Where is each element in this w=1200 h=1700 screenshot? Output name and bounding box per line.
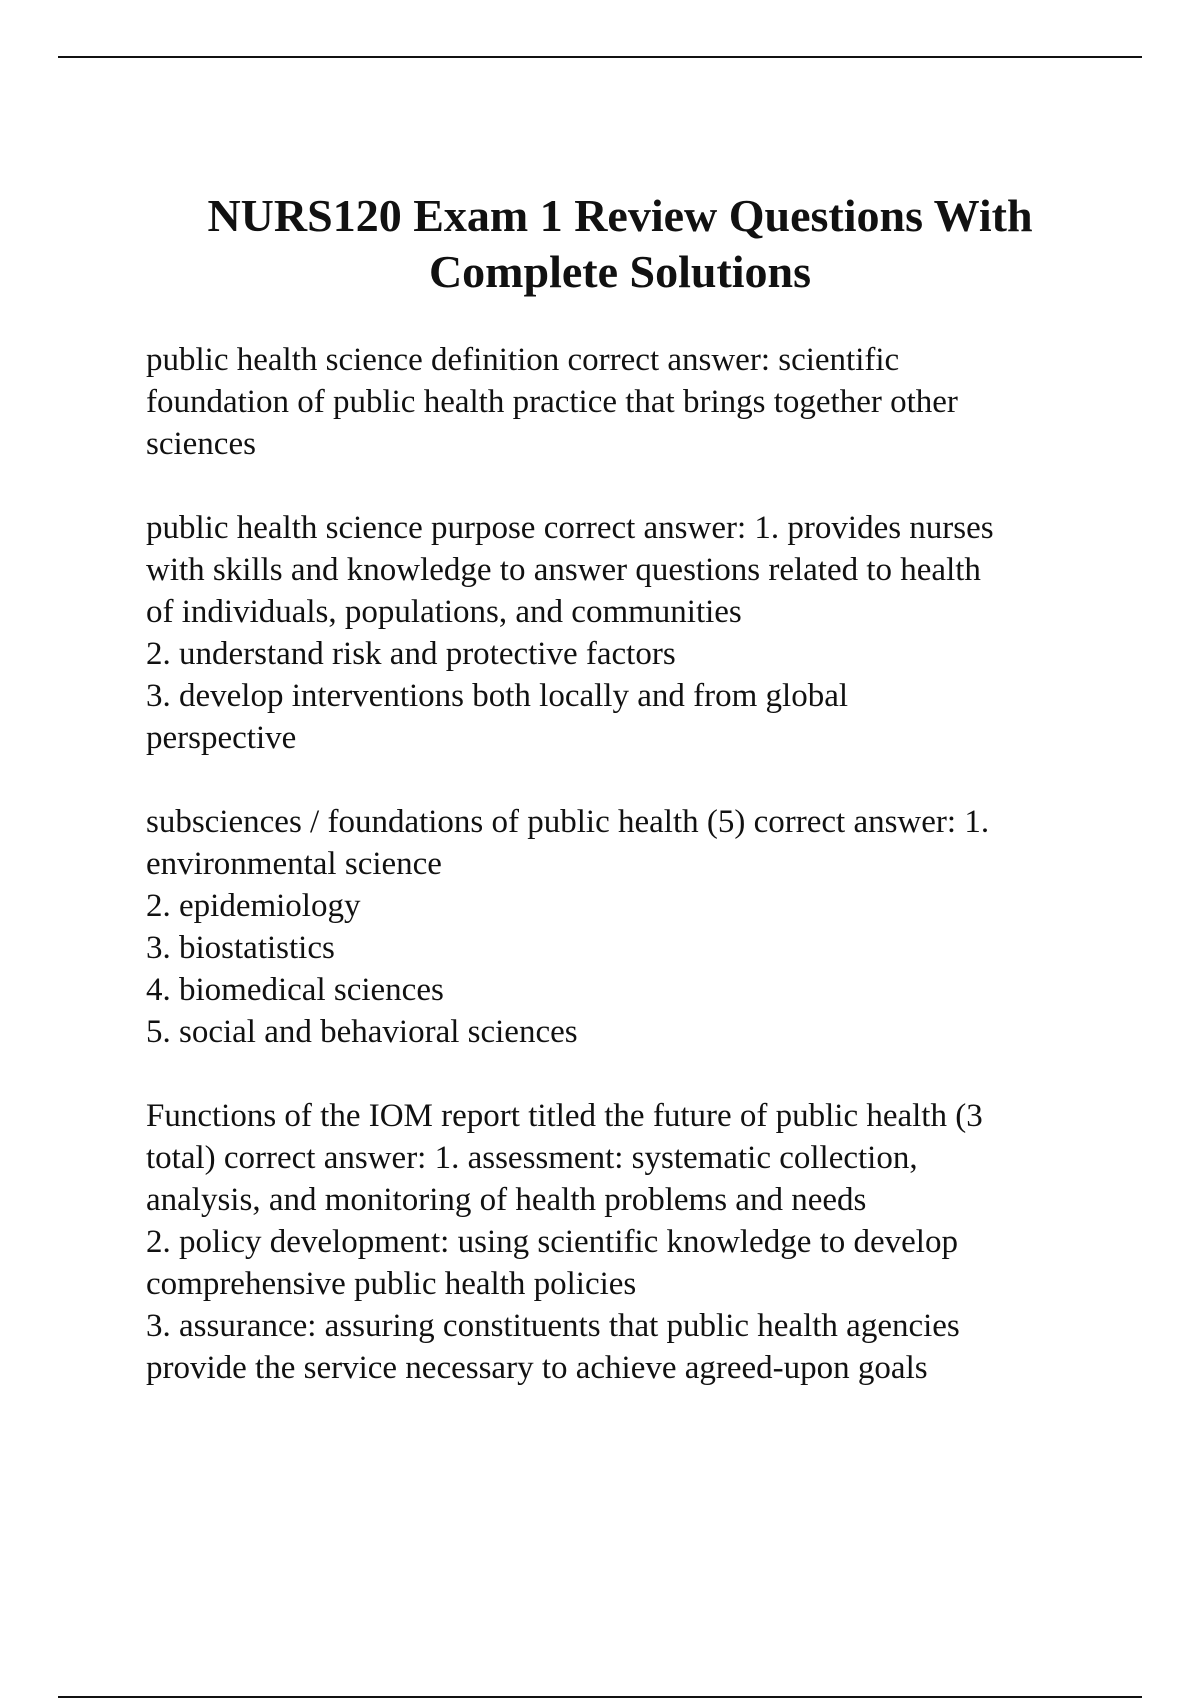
entry-line: 4. biomedical sciences <box>146 972 444 1008</box>
entry-line: 2. policy development: using scientific knowledge to develop <box>146 1224 958 1260</box>
top-rule <box>58 56 1142 58</box>
qa-entry-purpose <box>146 507 1106 759</box>
entry-line: foundation of public health practice that brings together other <box>146 384 958 420</box>
entry-line: sciences <box>146 426 256 462</box>
title-line-2: Complete Solutions <box>428 246 812 297</box>
document-body <box>146 339 1106 1431</box>
entry-line: of individuals, populations, and communities <box>146 594 742 630</box>
entry-line: analysis, and monitoring of health problems and needs <box>146 1182 867 1218</box>
entry-line: 3. biostatistics <box>146 930 335 966</box>
qa-entry-definition <box>146 339 1106 465</box>
bottom-rule <box>58 1696 1142 1698</box>
entry-line: 5. social and behavioral sciences <box>146 1014 578 1050</box>
document-title <box>100 188 1140 300</box>
entry-line: public health science definition correct answer: scientific <box>146 342 900 378</box>
entry-line: comprehensive public health policies <box>146 1266 637 1302</box>
entry-line: 2. epidemiology <box>146 888 361 924</box>
entry-line: public health science purpose correct answer: 1. provides nurses <box>146 510 994 546</box>
entry-line: 3. assurance: assuring constituents that public health agencies <box>146 1308 960 1344</box>
entry-line: provide the service necessary to achieve agreed-upon goals <box>146 1350 928 1386</box>
qa-entry-iom-functions <box>146 1095 1106 1389</box>
entry-line: subsciences / foundations of public health (5) correct answer: 1. <box>146 804 990 840</box>
qa-entry-subsciences <box>146 801 1106 1053</box>
entry-line: 3. develop interventions both locally and from global <box>146 678 849 714</box>
entry-line: 2. understand risk and protective factors <box>146 636 676 672</box>
entry-line: environmental science <box>146 846 442 882</box>
entry-line: total) correct answer: 1. assessment: systematic collection, <box>146 1140 918 1176</box>
entry-line: with skills and knowledge to answer questions related to health <box>146 552 981 588</box>
title-line-1: NURS120 Exam 1 Review Questions With <box>207 190 1033 241</box>
entry-line: Functions of the IOM report titled the future of public health (3 <box>146 1098 983 1134</box>
entry-line: perspective <box>146 720 297 756</box>
